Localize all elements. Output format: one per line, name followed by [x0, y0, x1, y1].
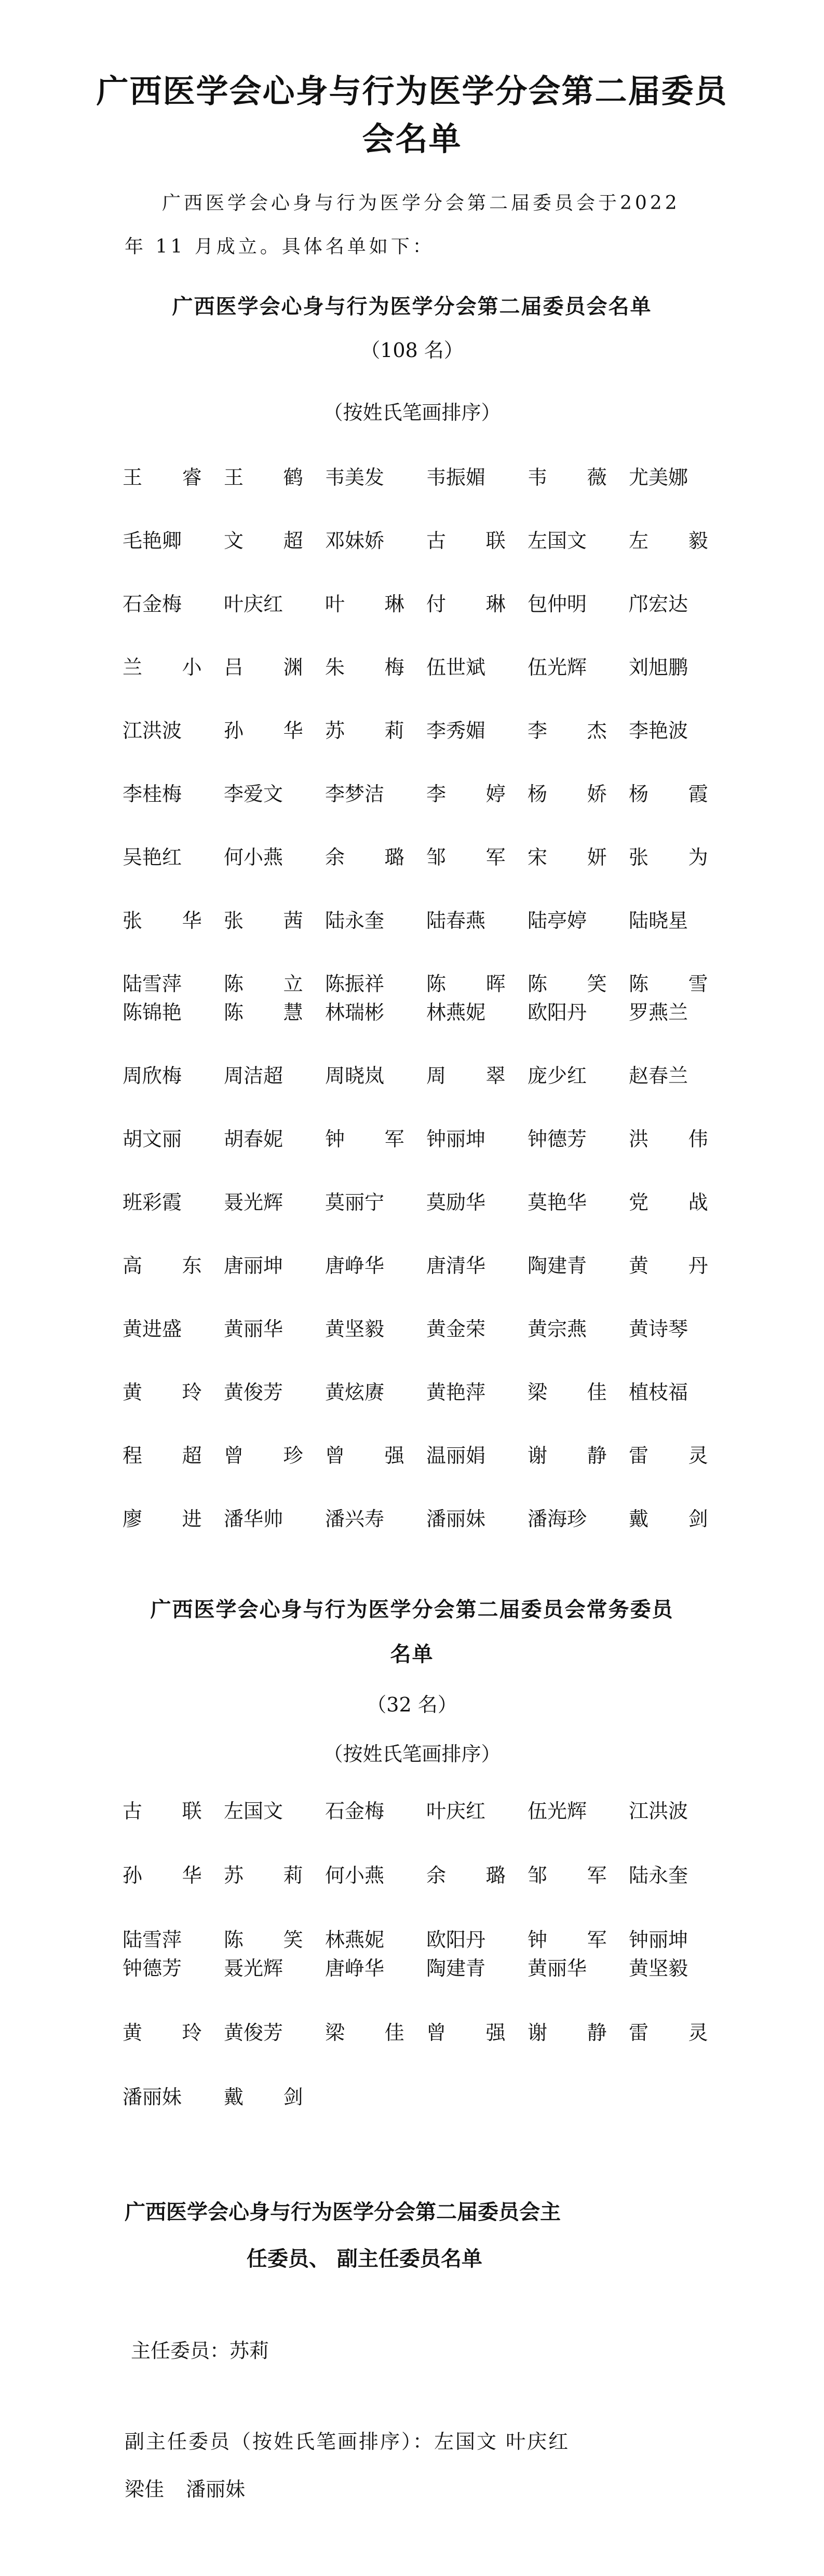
- member-name: 韦 薇: [528, 466, 624, 489]
- member-name: 伍世斌: [426, 656, 486, 679]
- member-name: 宋 妍: [528, 846, 624, 869]
- member-name: 潘华帅: [224, 1508, 283, 1530]
- member-name: 左国文: [528, 529, 587, 552]
- member-name: 周晓岚: [325, 1064, 385, 1087]
- member-name: 陆春燕: [426, 909, 486, 932]
- standing-order-note: （按姓氏笔画排序）: [323, 1743, 501, 1765]
- member-name: 包仲明: [528, 593, 587, 615]
- member-name: 陈 慧: [224, 1001, 320, 1024]
- member-name: 唐丽坤: [224, 1254, 283, 1277]
- member-name: 唐峥华: [325, 1957, 385, 1980]
- member-name: 江洪波: [123, 719, 182, 742]
- member-name: 邓妹娇: [325, 529, 385, 552]
- member-name: 温丽娟: [426, 1444, 486, 1467]
- member-name: 钟德芳: [123, 1957, 182, 1980]
- member-name: 张 华: [123, 909, 219, 932]
- member-name: 陆雪萍: [123, 1928, 182, 1951]
- member-name: 林燕妮: [426, 1001, 486, 1024]
- member-name: 谢 静: [528, 1444, 624, 1467]
- member-name: 曾 强: [325, 1444, 421, 1467]
- member-name: 吕 渊: [224, 656, 320, 679]
- member-name: 兰 小: [123, 656, 219, 679]
- member-name: 陈 雪: [629, 972, 725, 995]
- member-name: 石金梅: [123, 593, 182, 615]
- leaders-title-line1: 广西医学会心身与行为医学分会第二届委员会主: [125, 2200, 561, 2224]
- member-name: 高 东: [123, 1254, 219, 1277]
- member-name: 黄 玲: [123, 1381, 219, 1404]
- member-name: 张 为: [629, 846, 725, 869]
- member-name: 古 联: [426, 529, 522, 552]
- vice-chair-label: 副主任委员（按姓氏笔画排序）：: [125, 2430, 435, 2453]
- member-name: 毛艳卿: [123, 529, 182, 552]
- member-name: 邹 军: [426, 846, 522, 869]
- member-name: 李桂梅: [123, 783, 182, 805]
- member-name: 江洪波: [629, 1800, 688, 1823]
- member-name: 黄炫赓: [325, 1381, 385, 1404]
- member-name: 钟 军: [325, 1128, 421, 1150]
- member-name: 胡文丽: [123, 1128, 182, 1150]
- committee-count: （108 名）: [360, 339, 464, 362]
- member-name: 何小燕: [224, 846, 283, 869]
- member-name: 文 超: [224, 529, 320, 552]
- member-name: 胡春妮: [224, 1128, 283, 1150]
- member-name: 陆亭婷: [528, 909, 587, 932]
- member-name: 黄坚毅: [325, 1318, 385, 1340]
- standing-count: （32 名）: [367, 1693, 457, 1716]
- intro-paragraph: 广西医学会心身与行为医学分会第二届委员会于2022 年 11 月成立。具体名单如下：: [125, 193, 680, 257]
- empty-cell: [629, 2084, 730, 2110]
- member-name: 韦振媚: [426, 466, 486, 489]
- member-name: 叶庆红: [426, 1800, 486, 1823]
- member-name: 赵春兰: [629, 1064, 688, 1087]
- member-name: 韦美发: [325, 466, 385, 489]
- member-name: 苏 莉: [325, 719, 421, 742]
- member-name: 朱 梅: [325, 656, 421, 679]
- committee-order-note: （按姓氏笔画排序）: [323, 401, 501, 424]
- vice-chair-names: 左国文 叶庆红: [434, 2430, 570, 2453]
- member-name: 黄 丹: [629, 1254, 725, 1277]
- standing-title-line2: 名单: [390, 1642, 434, 1666]
- member-name: 李艳波: [629, 719, 688, 742]
- member-name: 潘丽妹: [426, 1508, 486, 1530]
- member-name: 周洁超: [224, 1064, 283, 1087]
- member-name: 洪 伟: [629, 1128, 725, 1150]
- member-name: 林燕妮: [325, 1928, 385, 1951]
- committee-name-grid: [123, 464, 730, 1569]
- member-name: 黄丽华: [528, 1957, 587, 1980]
- member-name: 黄宗燕: [528, 1318, 587, 1340]
- member-name: 苏 莉: [224, 1864, 320, 1887]
- member-name: 余 璐: [426, 1864, 522, 1887]
- member-name: 聂光辉: [224, 1191, 283, 1214]
- member-name: 唐峥华: [325, 1254, 385, 1277]
- member-name: 陆雪萍: [123, 972, 182, 995]
- member-name: 潘海珍: [528, 1508, 587, 1530]
- chair-name: 苏莉: [229, 2339, 269, 2362]
- member-name: 石金梅: [325, 1800, 385, 1823]
- member-name: 陈振祥: [325, 972, 385, 995]
- member-name: 邹 军: [528, 1864, 624, 1887]
- member-name: 陈锦艳: [123, 1001, 182, 1024]
- member-name: 陶建青: [528, 1254, 587, 1277]
- member-name: 黄 玲: [123, 2021, 219, 2044]
- member-name: 张 茜: [224, 909, 320, 932]
- member-name: 何小燕: [325, 1864, 385, 1887]
- member-name: 钟丽坤: [426, 1128, 486, 1150]
- member-name: 莫丽宁: [325, 1191, 385, 1214]
- vice-chair-names-cont: 梁佳 潘丽妹: [125, 2478, 246, 2501]
- member-name: 王 睿: [123, 466, 219, 489]
- member-name: 谢 静: [528, 2021, 624, 2044]
- member-name: 黄诗琴: [629, 1318, 688, 1340]
- member-name: 左国文: [224, 1800, 283, 1823]
- member-name: 党 战: [629, 1191, 725, 1214]
- committee-title: 广西医学会心身与行为医学分会第二届委员会名单: [172, 295, 652, 319]
- member-name: 余 璐: [325, 846, 421, 869]
- member-name: 刘旭鹏: [629, 656, 688, 679]
- member-name: 班彩霞: [123, 1191, 182, 1214]
- member-name: 潘丽妹: [123, 2086, 182, 2108]
- member-name: 莫励华: [426, 1191, 486, 1214]
- member-name: 潘兴寿: [325, 1508, 385, 1530]
- member-name: 伍光辉: [528, 1800, 587, 1823]
- member-name: 钟德芳: [528, 1128, 587, 1150]
- member-name: 周欣梅: [123, 1064, 182, 1087]
- member-name: 李 杰: [528, 719, 624, 742]
- member-name: 欧阳丹: [528, 1001, 587, 1024]
- member-name: 叶 琳: [325, 593, 421, 615]
- member-name: 伍光辉: [528, 656, 587, 679]
- member-name: 聂光辉: [224, 1957, 283, 1980]
- member-name: 梁 佳: [325, 2021, 421, 2044]
- member-name: 黄俊芳: [224, 2021, 283, 2044]
- member-name: 周 翠: [426, 1064, 522, 1087]
- member-name: 黄丽华: [224, 1318, 283, 1340]
- member-name: 王 鹤: [224, 466, 320, 489]
- standing-title-line1: 广西医学会心身与行为医学分会第二届委员会常务委员: [150, 1598, 674, 1622]
- member-name: 杨 娇: [528, 783, 624, 805]
- member-name: 莫艳华: [528, 1191, 587, 1214]
- member-name: 雷 灵: [629, 2021, 725, 2044]
- empty-cell: [528, 2084, 629, 2110]
- member-name: 曾 珍: [224, 1444, 320, 1467]
- member-name: 邝宏达: [629, 593, 688, 615]
- vice-chair-row: [125, 2429, 570, 2455]
- member-name: 孙 华: [123, 1864, 219, 1887]
- member-name: 陆永奎: [325, 909, 385, 932]
- member-name: 李爱文: [224, 783, 283, 805]
- page-title: 广西医学会心身与行为医学分会第二届委员会名单: [96, 72, 728, 158]
- member-name: 戴 剑: [224, 2086, 320, 2108]
- chair-row: [131, 2338, 269, 2364]
- chair-label: 主任委员：: [131, 2339, 230, 2362]
- member-name: 曾 强: [426, 2021, 522, 2044]
- member-name: 陆永奎: [629, 1864, 688, 1887]
- member-name: 戴 剑: [629, 1508, 725, 1530]
- empty-cell: [426, 2084, 528, 2110]
- member-name: 黄进盛: [123, 1318, 182, 1340]
- leaders-title-line2: 任委员、 副主任委员名单: [247, 2247, 482, 2271]
- member-name: 庞少红: [528, 1064, 587, 1087]
- member-name: 唐清华: [426, 1254, 486, 1277]
- member-name: 孙 华: [224, 719, 320, 742]
- member-name: 陈 笑: [224, 1928, 320, 1951]
- member-name: 陈 笑: [528, 972, 624, 995]
- member-name: 黄金荣: [426, 1318, 486, 1340]
- member-name: 植枝福: [629, 1381, 688, 1404]
- member-name: 程 超: [123, 1444, 219, 1467]
- member-name: 雷 灵: [629, 1444, 725, 1467]
- member-name: 钟 军: [528, 1928, 624, 1951]
- member-name: 陈 晖: [426, 972, 522, 995]
- member-name: 李秀媚: [426, 719, 486, 742]
- member-name: 林瑞彬: [325, 1001, 385, 1024]
- member-name: 吴艳红: [123, 846, 182, 869]
- member-name: 叶庆红: [224, 593, 283, 615]
- member-name: 付 琳: [426, 593, 522, 615]
- member-name: 李 婷: [426, 783, 522, 805]
- member-name: 梁 佳: [528, 1381, 624, 1404]
- standing-name-grid: [123, 1798, 730, 2148]
- member-name: 陆晓星: [629, 909, 688, 932]
- member-name: 钟丽坤: [629, 1928, 688, 1951]
- member-name: 古 联: [123, 1800, 219, 1823]
- member-name: 罗燕兰: [629, 1001, 688, 1024]
- member-name: 李梦洁: [325, 783, 385, 805]
- member-name: 黄坚毅: [629, 1957, 688, 1980]
- empty-cell: [325, 2084, 426, 2110]
- member-name: 廖 进: [123, 1508, 219, 1530]
- member-name: 陶建青: [426, 1957, 486, 1980]
- member-name: 黄艳萍: [426, 1381, 486, 1404]
- member-name: 杨 霞: [629, 783, 725, 805]
- member-name: 陈 立: [224, 972, 320, 995]
- member-name: 尤美娜: [629, 466, 688, 489]
- member-name: 黄俊芳: [224, 1381, 283, 1404]
- member-name: 左 毅: [629, 529, 725, 552]
- member-name: 欧阳丹: [426, 1928, 486, 1951]
